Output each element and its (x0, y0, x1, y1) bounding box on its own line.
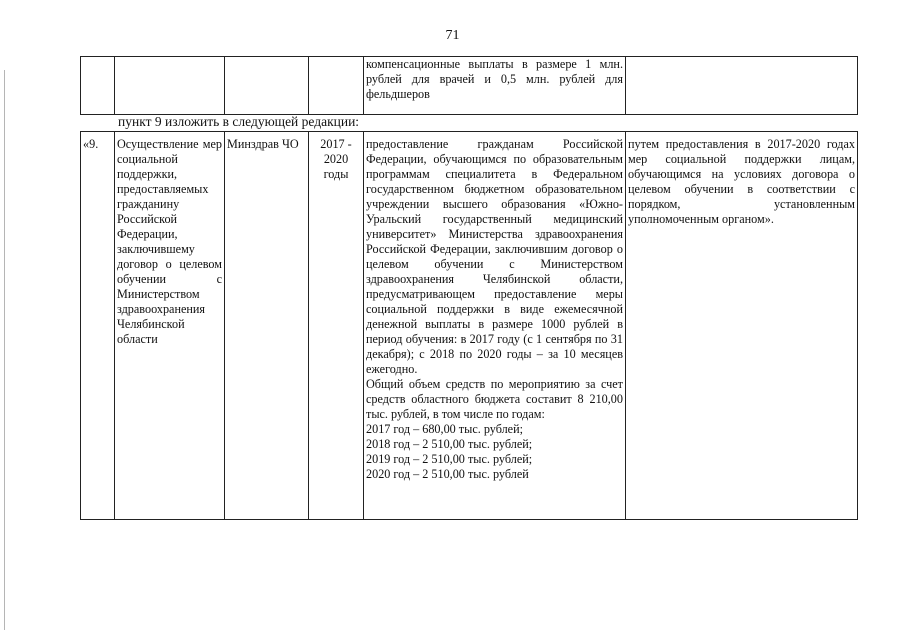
description-cell: компенсационные выплаты в размере 1 млн. рублей для врачей и 0,5 млн. рублей для фельдшеров (364, 57, 626, 115)
measures-table (80, 131, 858, 520)
continuation-table (80, 56, 858, 115)
item-description-cell (364, 132, 626, 520)
item-result: путем предоставления в 2017-2020 годах мер социальной поддержки лицам, обучающимся на условиях договора о целевом обучении в соответствии с порядком, установленным уполномоченным органом». (626, 132, 858, 520)
item-number: «9. (81, 132, 115, 520)
result-cell (626, 57, 858, 115)
item-description: предоставление гражданам Российской Федерации, обучающимся по образовательным программам специалитета в Федеральном государственном бюджетном образовательном учреждении высшего образования «Южно-Уральский государственный медицинский университет» Министерства здравоохранения Российской Федерации, заключившим договор о целевом обучении с Министерством здравоохранения Челябинской области, предусматривающем предоставление меры социальной поддержки в виде ежемесячной денежной выплаты в размере 1000 рублей в период обучения: в 2017 году (с 1 сентября по 31 декабря); с 2018 по 2020 годы – за 10 месяцев ежегодно. (366, 137, 623, 376)
table-row (81, 57, 858, 115)
item-name: Осуществление мер социальной поддержки, предоставляемых гражданину Российской Федерации, заключившему договор о целевом обучении с Министерством здравоохранения Челябинской области (115, 132, 225, 520)
funding-text: Общий объем средств по мероприятию за счет средств областного бюджета составит 8 210,00 тыс. рублей, в том числе по годам: (366, 377, 623, 421)
amendment-instruction: пункт 9 изложить в следующей редакции: (118, 114, 360, 129)
funding-year-2019: 2019 год – 2 510,00 тыс. рублей; (366, 452, 533, 466)
funding-year-2018: 2018 год – 2 510,00 тыс. рублей; (366, 437, 533, 451)
item-executor: Минздрав ЧО (225, 132, 309, 520)
executor-cell (225, 57, 309, 115)
table-row (81, 132, 858, 520)
name-cell (115, 57, 225, 115)
scan-edge-line (4, 70, 5, 630)
funding-year-2020: 2020 год – 2 510,00 тыс. рублей (366, 467, 529, 481)
period-cell (309, 57, 364, 115)
page-number: 71 (445, 28, 460, 43)
number-cell (81, 57, 115, 115)
item-period: 2017 - 2020 годы (309, 132, 364, 520)
funding-year-2017: 2017 год – 680,00 тыс. рублей; (366, 422, 523, 436)
